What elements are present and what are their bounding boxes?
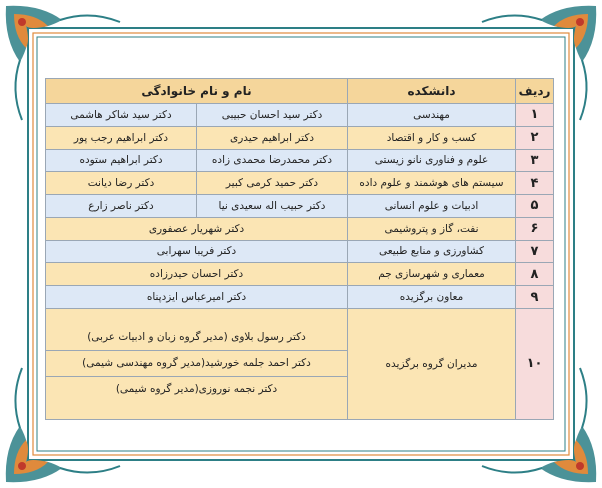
person-cell: دکتر ناصر زارع <box>46 195 197 218</box>
person-cell: دکتر رضا دیانت <box>46 172 197 195</box>
row-number: ۸ <box>516 263 554 286</box>
row-number: ۷ <box>516 240 554 263</box>
faculty-cell: معاون برگزیده <box>348 286 516 309</box>
person-cell: دکتر رسول بلاوی (مدیر گروه زبان و ادبیات عربی) <box>87 331 306 344</box>
header-row-number: ردیف <box>516 79 554 104</box>
table-row <box>46 308 554 419</box>
person-cell: دکتر فریبا سهرابی <box>46 240 348 263</box>
person-cell: دکتر محمدرضا محمدی زاده <box>197 149 348 172</box>
faculty-cell: سیستم های هوشمند و علوم داده <box>348 172 516 195</box>
table-header-row <box>46 79 554 104</box>
person-cell: دکتر سید احسان حبیبی <box>197 104 348 127</box>
person-cell: دکتر ابراهیم رجب پور <box>46 126 197 149</box>
faculty-cell: معماری و شهرسازی جم <box>348 263 516 286</box>
person-cell: دکتر امیرعباس ایزدپناه <box>46 286 348 309</box>
faculty-cell: نفت، گاز و پتروشیمی <box>348 217 516 240</box>
person-cell: دکتر حمید کرمی کبیر <box>197 172 348 195</box>
table-row <box>46 217 554 240</box>
person-cell: دکتر احسان حیدرزاده <box>46 263 348 286</box>
table-row <box>46 126 554 149</box>
header-name: نام و نام خانوادگی <box>46 79 348 104</box>
person-cell: دکتر حبیب اله سعیدی نیا <box>197 195 348 218</box>
table-row <box>46 240 554 263</box>
table-row <box>46 195 554 218</box>
person-cell: دکتر نجمه نوروزی(مدیر گروه شیمی) <box>46 376 347 402</box>
row-number: ۶ <box>516 217 554 240</box>
person-cell: دکتر ابراهیم حیدری <box>197 126 348 149</box>
table-row <box>46 172 554 195</box>
row-number: ۴ <box>516 172 554 195</box>
row-number: ۱ <box>516 104 554 127</box>
faculty-cell: مدیران گروه برگزیده <box>348 308 516 419</box>
table-row <box>46 263 554 286</box>
awards-table <box>45 78 554 420</box>
person-cell: دکتر احمد جلمه خورشید(مدیر گروه مهندسی شیمی) <box>46 350 347 376</box>
row-number: ۲ <box>516 126 554 149</box>
person-cell: دکتر ابراهیم ستوده <box>46 149 197 172</box>
group-managers-cell <box>46 308 348 419</box>
faculty-cell: کسب و کار و اقتصاد <box>348 126 516 149</box>
table-row <box>46 149 554 172</box>
row-number: ۱۰ <box>516 308 554 419</box>
row-number: ۹ <box>516 286 554 309</box>
header-faculty: دانشکده <box>348 79 516 104</box>
faculty-cell: ادبیات و علوم انسانی <box>348 195 516 218</box>
table-row <box>46 104 554 127</box>
awards-table-container <box>45 78 553 420</box>
faculty-cell: مهندسی <box>348 104 516 127</box>
row-number: ۵ <box>516 195 554 218</box>
faculty-cell: کشاورزی و منابع طبیعی <box>348 240 516 263</box>
row-number: ۳ <box>516 149 554 172</box>
person-cell: دکتر شهریار عصفوری <box>46 217 348 240</box>
person-cell: دکتر سید شاکر هاشمی <box>46 104 197 127</box>
table-row <box>46 286 554 309</box>
faculty-cell: علوم و فناوری نانو زیستی <box>348 149 516 172</box>
